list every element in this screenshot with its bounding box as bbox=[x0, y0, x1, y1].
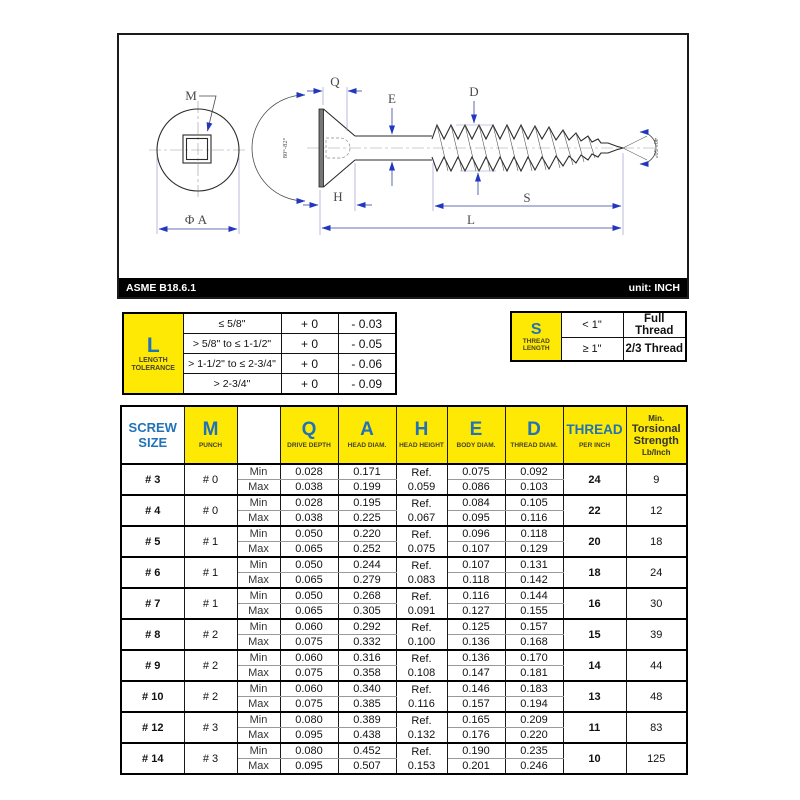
thread-length-label-cell bbox=[511, 312, 561, 361]
dim-label-head-angle: 80°-82° bbox=[282, 137, 289, 159]
head-diam-max-cell: 0.507 bbox=[338, 759, 396, 775]
punch-size-cell: # 1 bbox=[184, 557, 237, 588]
min-label-cell: Min bbox=[237, 681, 280, 697]
head-height-value: 0.075 bbox=[407, 542, 436, 555]
head-diam-min-cell: 0.340 bbox=[338, 681, 396, 697]
min-label-cell: Min bbox=[237, 619, 280, 635]
length-tolerance-label-cell bbox=[123, 313, 183, 394]
spec-row-min bbox=[121, 526, 687, 542]
ref-label: Ref. bbox=[411, 559, 432, 572]
torsional-strength-cell: 12 bbox=[626, 495, 687, 526]
head-diam-min-cell: 0.220 bbox=[338, 526, 396, 542]
screw-spec-table bbox=[120, 405, 688, 775]
head-diam-max-cell: 0.199 bbox=[338, 480, 396, 496]
spec-row-min bbox=[121, 495, 687, 511]
screw-size-cell: # 9 bbox=[121, 650, 184, 681]
head-height-cell bbox=[396, 650, 447, 681]
header-head-diam: A HEAD DIAM. bbox=[338, 406, 396, 464]
min-label-cell: Min bbox=[237, 712, 280, 728]
drive-depth-max-cell: 0.095 bbox=[280, 728, 338, 744]
drive-depth-max-cell: 0.075 bbox=[280, 635, 338, 651]
drawing-title-bar bbox=[119, 278, 687, 297]
head-diam-max-cell: 0.358 bbox=[338, 666, 396, 682]
body-diam-max-cell: 0.127 bbox=[447, 604, 505, 620]
ref-label: Ref. bbox=[411, 466, 432, 479]
head-diam-min-cell: 0.195 bbox=[338, 495, 396, 511]
head-diam-min-cell: 0.452 bbox=[338, 743, 396, 759]
spec-table-body bbox=[121, 464, 687, 774]
head-height-value: 0.108 bbox=[407, 666, 436, 679]
thread-diam-min-cell: 0.209 bbox=[505, 712, 563, 728]
threads-per-inch-cell: 22 bbox=[563, 495, 626, 526]
torsional-strength-cell: 39 bbox=[626, 619, 687, 650]
body-diam-min-cell: 0.116 bbox=[447, 588, 505, 604]
torsional-strength-cell: 44 bbox=[626, 650, 687, 681]
min-label-cell: Min bbox=[237, 588, 280, 604]
thread-rule: 2/3 Thread bbox=[623, 338, 686, 362]
thread-diam-min-cell: 0.092 bbox=[505, 464, 563, 480]
head-height-value: 0.153 bbox=[407, 759, 436, 772]
head-diam-min-cell: 0.316 bbox=[338, 650, 396, 666]
torsional-strength-cell: 48 bbox=[626, 681, 687, 712]
technical-drawing-panel bbox=[117, 33, 689, 299]
head-diam-max-cell: 0.332 bbox=[338, 635, 396, 651]
dim-label-point-angle: 40°-50° bbox=[652, 137, 659, 159]
ref-label: Ref. bbox=[411, 652, 432, 665]
head-height-value: 0.132 bbox=[407, 728, 436, 741]
min-label-cell: Min bbox=[237, 464, 280, 480]
thread-diam-max-cell: 0.103 bbox=[505, 480, 563, 496]
tol-minus: - 0.05 bbox=[338, 334, 396, 354]
thread-diam-max-cell: 0.168 bbox=[505, 635, 563, 651]
threads-per-inch-cell: 11 bbox=[563, 712, 626, 743]
max-label-cell: Max bbox=[237, 635, 280, 651]
threads-per-inch-cell: 18 bbox=[563, 557, 626, 588]
head-top-view bbox=[149, 88, 247, 234]
punch-size-cell: # 2 bbox=[184, 681, 237, 712]
body-diam-min-cell: 0.136 bbox=[447, 650, 505, 666]
drive-depth-max-cell: 0.095 bbox=[280, 759, 338, 775]
punch-size-cell: # 0 bbox=[184, 464, 237, 495]
standard-label: ASME B18.6.1 bbox=[126, 281, 197, 294]
punch-size-cell: # 3 bbox=[184, 743, 237, 774]
header-drive-depth: Q DRIVE DEPTH bbox=[280, 406, 338, 464]
body-diam-max-cell: 0.118 bbox=[447, 573, 505, 589]
thread-range: < 1" bbox=[561, 312, 623, 338]
drive-depth-min-cell: 0.028 bbox=[280, 464, 338, 480]
screw-size-cell: # 5 bbox=[121, 526, 184, 557]
drive-depth-min-cell: 0.050 bbox=[280, 526, 338, 542]
body-diam-min-cell: 0.107 bbox=[447, 557, 505, 573]
max-label-cell: Max bbox=[237, 759, 280, 775]
min-label-cell: Min bbox=[237, 743, 280, 759]
tol-plus: + 0 bbox=[281, 374, 338, 395]
head-height-value: 0.083 bbox=[407, 573, 436, 586]
head-height-cell bbox=[396, 588, 447, 619]
header-punch: M PUNCH bbox=[184, 406, 237, 464]
thread-profile-upper bbox=[432, 125, 623, 148]
punch-size-cell: # 3 bbox=[184, 712, 237, 743]
thread-diam-max-cell: 0.129 bbox=[505, 542, 563, 558]
head-diam-min-cell: 0.292 bbox=[338, 619, 396, 635]
dim-label-d: D bbox=[469, 84, 479, 99]
drive-depth-max-cell: 0.075 bbox=[280, 666, 338, 682]
ref-label: Ref. bbox=[411, 621, 432, 634]
thread-diam-min-cell: 0.105 bbox=[505, 495, 563, 511]
length-tolerance-letter: L bbox=[146, 333, 160, 357]
head-diam-max-cell: 0.252 bbox=[338, 542, 396, 558]
tol-plus: + 0 bbox=[281, 354, 338, 374]
head-height-cell bbox=[396, 743, 447, 774]
head-diam-min-cell: 0.171 bbox=[338, 464, 396, 480]
thread-rule: Full Thread bbox=[623, 312, 686, 338]
screw-technical-drawing bbox=[119, 35, 687, 278]
spec-row-min bbox=[121, 681, 687, 697]
thread-length-sub2: LENGTH bbox=[522, 344, 550, 352]
body-diam-min-cell: 0.075 bbox=[447, 464, 505, 480]
max-label-cell: Max bbox=[237, 666, 280, 682]
punch-size-cell: # 0 bbox=[184, 495, 237, 526]
max-label-cell: Max bbox=[237, 480, 280, 496]
header-minmax-blank bbox=[237, 406, 280, 464]
body-diam-max-cell: 0.176 bbox=[447, 728, 505, 744]
header-head-height: H HEAD HEIGHT bbox=[396, 406, 447, 464]
threads-per-inch-cell: 14 bbox=[563, 650, 626, 681]
tol-range: > 2-3/4" bbox=[183, 374, 281, 395]
body-diam-max-cell: 0.095 bbox=[447, 511, 505, 527]
thread-diam-min-cell: 0.157 bbox=[505, 619, 563, 635]
head-top-face bbox=[319, 109, 324, 187]
torsional-strength-cell: 18 bbox=[626, 526, 687, 557]
ref-label: Ref. bbox=[411, 528, 432, 541]
body-diam-min-cell: 0.165 bbox=[447, 712, 505, 728]
screw-side-view bbox=[252, 74, 659, 235]
min-label-cell: Min bbox=[237, 495, 280, 511]
length-tolerance-sub1: LENGTH bbox=[138, 356, 168, 364]
body-diam-max-cell: 0.157 bbox=[447, 697, 505, 713]
head-height-value: 0.091 bbox=[407, 604, 436, 617]
unit-label: unit: INCH bbox=[628, 281, 680, 294]
tol-plus: + 0 bbox=[281, 313, 338, 334]
header-thread-diam: D THREAD DIAM. bbox=[505, 406, 563, 464]
tol-range: ≤ 5/8" bbox=[183, 313, 281, 334]
tol-minus: - 0.03 bbox=[338, 313, 396, 334]
thread-diam-max-cell: 0.194 bbox=[505, 697, 563, 713]
square-recess-outer bbox=[183, 135, 211, 163]
thread-diam-max-cell: 0.246 bbox=[505, 759, 563, 775]
thread-diam-min-cell: 0.131 bbox=[505, 557, 563, 573]
tol-minus: - 0.06 bbox=[338, 354, 396, 374]
head-height-value: 0.059 bbox=[407, 480, 436, 493]
threads-per-inch-cell: 20 bbox=[563, 526, 626, 557]
thread-length-table bbox=[510, 311, 687, 362]
head-diam-max-cell: 0.385 bbox=[338, 697, 396, 713]
drive-depth-min-cell: 0.028 bbox=[280, 495, 338, 511]
screw-size-cell: # 14 bbox=[121, 743, 184, 774]
spec-row-min bbox=[121, 464, 687, 480]
max-label-cell: Max bbox=[237, 697, 280, 713]
screw-size-cell: # 12 bbox=[121, 712, 184, 743]
ref-label: Ref. bbox=[411, 497, 432, 510]
body-diam-max-cell: 0.107 bbox=[447, 542, 505, 558]
dim-label-q: Q bbox=[330, 74, 340, 89]
thread-range: ≥ 1" bbox=[561, 338, 623, 362]
thread-length-sub1: THREAD bbox=[522, 337, 550, 345]
tol-plus: + 0 bbox=[281, 334, 338, 354]
drive-depth-max-cell: 0.065 bbox=[280, 542, 338, 558]
screw-size-cell: # 4 bbox=[121, 495, 184, 526]
thread-diam-min-cell: 0.118 bbox=[505, 526, 563, 542]
spec-row-min bbox=[121, 743, 687, 759]
thread-diam-max-cell: 0.142 bbox=[505, 573, 563, 589]
head-height-value: 0.067 bbox=[407, 511, 436, 524]
punch-size-cell: # 1 bbox=[184, 588, 237, 619]
dim-label-s: S bbox=[523, 190, 531, 205]
thread-diam-max-cell: 0.181 bbox=[505, 666, 563, 682]
threads-per-inch-cell: 10 bbox=[563, 743, 626, 774]
dim-label-e: E bbox=[388, 91, 396, 106]
drive-depth-max-cell: 0.065 bbox=[280, 604, 338, 620]
body-diam-max-cell: 0.086 bbox=[447, 480, 505, 496]
head-diam-min-cell: 0.389 bbox=[338, 712, 396, 728]
tol-range: > 5/8" to ≤ 1-1/2" bbox=[183, 334, 281, 354]
spec-row-min bbox=[121, 619, 687, 635]
head-height-cell bbox=[396, 464, 447, 495]
body-diam-min-cell: 0.096 bbox=[447, 526, 505, 542]
dim-label-h: H bbox=[333, 189, 343, 204]
head-diam-max-cell: 0.438 bbox=[338, 728, 396, 744]
ref-label: Ref. bbox=[411, 714, 432, 727]
body-diam-min-cell: 0.190 bbox=[447, 743, 505, 759]
head-height-cell bbox=[396, 557, 447, 588]
drive-depth-min-cell: 0.050 bbox=[280, 588, 338, 604]
body-diam-min-cell: 0.146 bbox=[447, 681, 505, 697]
drive-depth-max-cell: 0.065 bbox=[280, 573, 338, 589]
drive-depth-min-cell: 0.060 bbox=[280, 650, 338, 666]
screw-size-cell: # 10 bbox=[121, 681, 184, 712]
torsional-strength-cell: 83 bbox=[626, 712, 687, 743]
torsional-strength-cell: 125 bbox=[626, 743, 687, 774]
drive-depth-min-cell: 0.080 bbox=[280, 743, 338, 759]
screw-size-cell: # 3 bbox=[121, 464, 184, 495]
punch-size-cell: # 2 bbox=[184, 650, 237, 681]
max-label-cell: Max bbox=[237, 542, 280, 558]
thread-diam-max-cell: 0.116 bbox=[505, 511, 563, 527]
threads-per-inch-cell: 15 bbox=[563, 619, 626, 650]
torsional-strength-cell: 9 bbox=[626, 464, 687, 495]
head-height-cell bbox=[396, 526, 447, 557]
head-diam-min-cell: 0.244 bbox=[338, 557, 396, 573]
ref-label: Ref. bbox=[411, 683, 432, 696]
thread-diam-min-cell: 0.170 bbox=[505, 650, 563, 666]
head-diam-max-cell: 0.225 bbox=[338, 511, 396, 527]
torsional-strength-cell: 24 bbox=[626, 557, 687, 588]
header-body-diam: E BODY DIAM. bbox=[447, 406, 505, 464]
punch-size-cell: # 2 bbox=[184, 619, 237, 650]
spec-row-min bbox=[121, 588, 687, 604]
thread-diam-max-cell: 0.155 bbox=[505, 604, 563, 620]
threads-per-inch-cell: 16 bbox=[563, 588, 626, 619]
header-screw-size: SCREW SIZE bbox=[121, 406, 184, 464]
square-recess-inner bbox=[187, 139, 208, 160]
thread-length-letter: S bbox=[530, 320, 542, 338]
length-tolerance-table bbox=[122, 312, 397, 395]
drive-depth-min-cell: 0.060 bbox=[280, 681, 338, 697]
ref-label: Ref. bbox=[411, 590, 432, 603]
thread-diam-min-cell: 0.183 bbox=[505, 681, 563, 697]
head-height-value: 0.100 bbox=[407, 635, 436, 648]
head-height-cell bbox=[396, 619, 447, 650]
max-label-cell: Max bbox=[237, 728, 280, 744]
max-label-cell: Max bbox=[237, 604, 280, 620]
header-torsional-strength: Min. Torsional Strength Lb/Inch bbox=[626, 406, 687, 464]
dim-label-l: L bbox=[467, 212, 475, 227]
dim-label-phi-a: Φ A bbox=[184, 212, 208, 227]
drive-depth-min-cell: 0.080 bbox=[280, 712, 338, 728]
tol-minus: - 0.09 bbox=[338, 374, 396, 395]
min-label-cell: Min bbox=[237, 557, 280, 573]
body-diam-min-cell: 0.125 bbox=[447, 619, 505, 635]
spec-row-min bbox=[121, 557, 687, 573]
head-diam-max-cell: 0.279 bbox=[338, 573, 396, 589]
spec-row-min bbox=[121, 712, 687, 728]
screw-size-cell: # 7 bbox=[121, 588, 184, 619]
body-diam-max-cell: 0.201 bbox=[447, 759, 505, 775]
min-label-cell: Min bbox=[237, 526, 280, 542]
min-label-cell: Min bbox=[237, 650, 280, 666]
drive-depth-max-cell: 0.038 bbox=[280, 511, 338, 527]
header-threads-per-inch: THREAD PER INCH bbox=[563, 406, 626, 464]
spec-row-min bbox=[121, 650, 687, 666]
dim-label-m: M bbox=[185, 88, 197, 103]
head-height-cell bbox=[396, 681, 447, 712]
body-diam-min-cell: 0.084 bbox=[447, 495, 505, 511]
head-diam-max-cell: 0.305 bbox=[338, 604, 396, 620]
torsional-strength-cell: 30 bbox=[626, 588, 687, 619]
thread-diam-max-cell: 0.220 bbox=[505, 728, 563, 744]
body-diam-max-cell: 0.147 bbox=[447, 666, 505, 682]
thread-diam-min-cell: 0.235 bbox=[505, 743, 563, 759]
head-diam-min-cell: 0.268 bbox=[338, 588, 396, 604]
head-height-value: 0.116 bbox=[408, 697, 435, 710]
head-height-cell bbox=[396, 495, 447, 526]
drive-depth-max-cell: 0.038 bbox=[280, 480, 338, 496]
max-label-cell: Max bbox=[237, 511, 280, 527]
threads-per-inch-cell: 13 bbox=[563, 681, 626, 712]
body-diam-max-cell: 0.136 bbox=[447, 635, 505, 651]
thread-diam-min-cell: 0.144 bbox=[505, 588, 563, 604]
drive-depth-min-cell: 0.060 bbox=[280, 619, 338, 635]
drive-depth-max-cell: 0.075 bbox=[280, 697, 338, 713]
threads-per-inch-cell: 24 bbox=[563, 464, 626, 495]
punch-size-cell: # 1 bbox=[184, 526, 237, 557]
head-height-cell bbox=[396, 712, 447, 743]
tol-range: > 1-1/2" to ≤ 2-3/4" bbox=[183, 354, 281, 374]
max-label-cell: Max bbox=[237, 573, 280, 589]
screw-size-cell: # 8 bbox=[121, 619, 184, 650]
ref-label: Ref. bbox=[411, 745, 432, 758]
screw-size-cell: # 6 bbox=[121, 557, 184, 588]
length-tolerance-sub2: TOLERANCE bbox=[131, 364, 175, 372]
drive-depth-min-cell: 0.050 bbox=[280, 557, 338, 573]
